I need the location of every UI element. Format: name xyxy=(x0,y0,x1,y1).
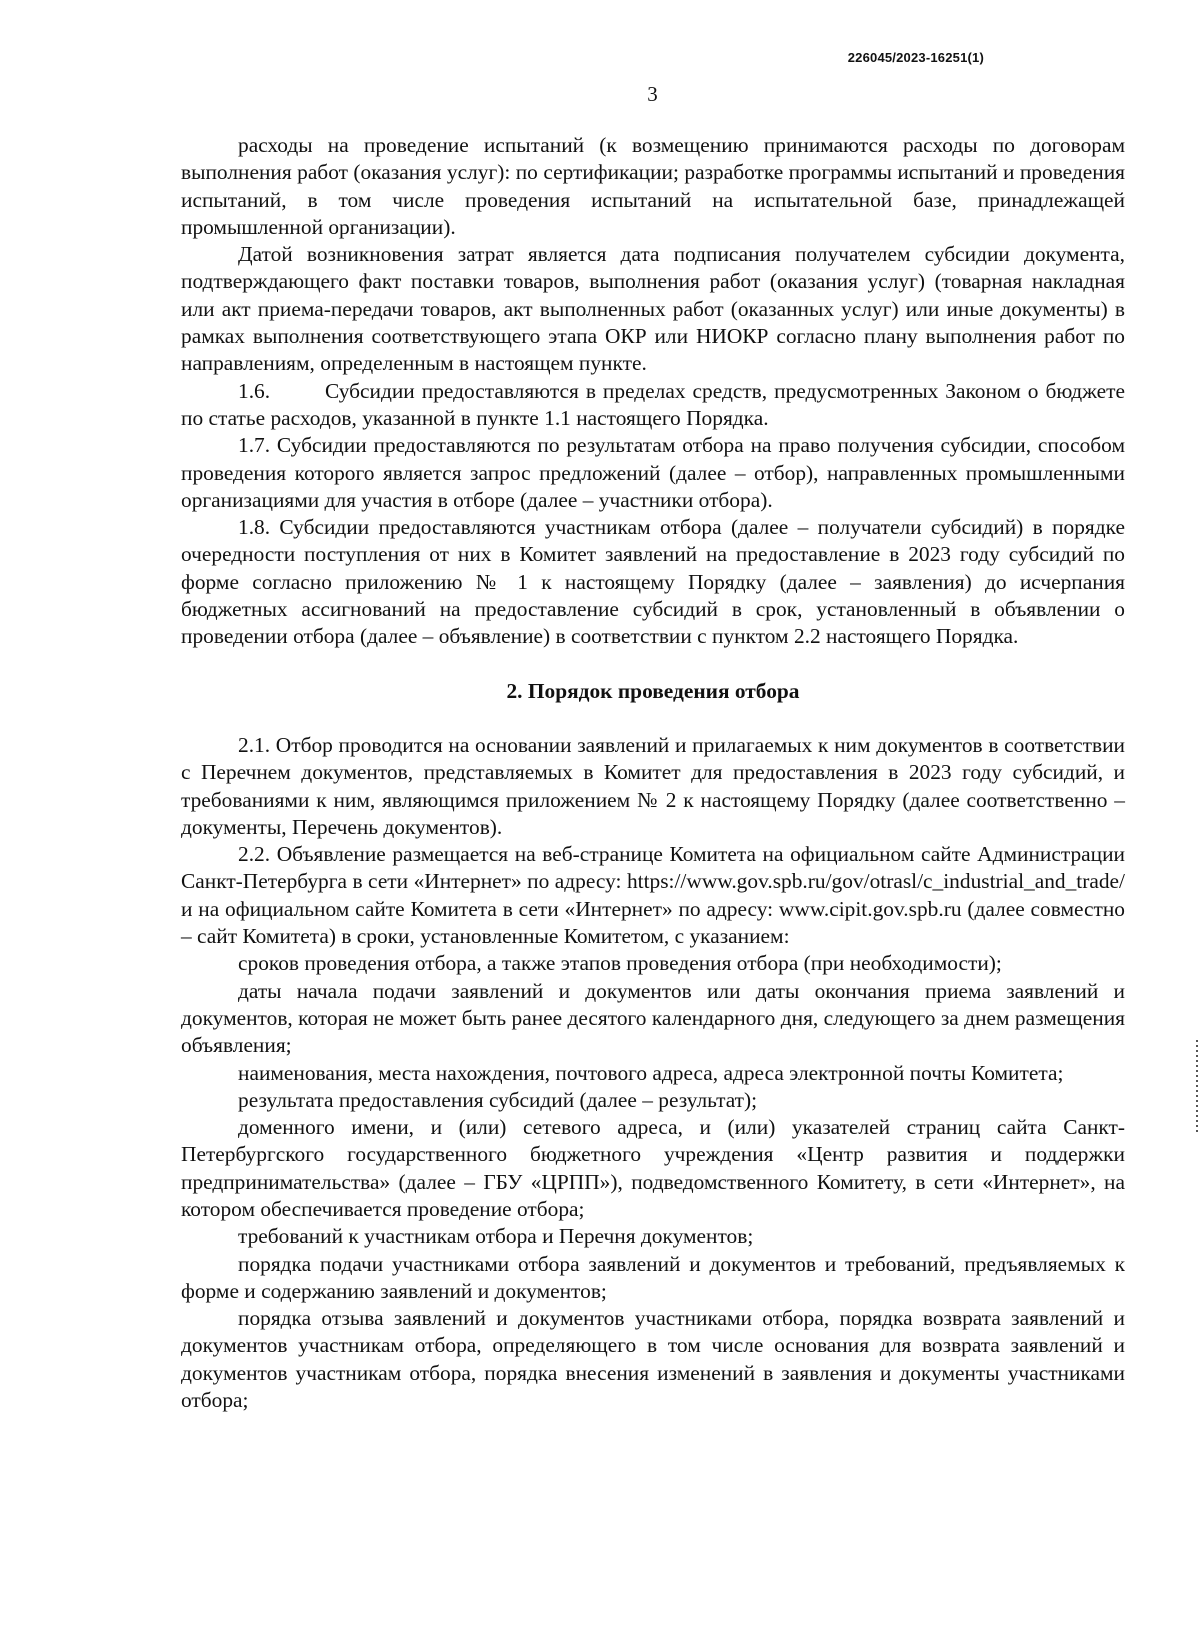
list-item: результата предоставления субсидий (далее – результат); xyxy=(238,1087,758,1112)
paragraph-item-1-8: 1.8. Субсидии предоставляются участникам отбора (далее – получатели субсидий) в порядке очередности поступления от них в Комитет заявлений на предоставление в 2023 году субсидий по форме согласно приложению № 1 к настоящему Порядку (далее – заявления) до исчерпания бюджетных ассигнований на предоставление субсидий в срок, установленный в объявлении о проведении отбора (далее – объявление) в соответствии с пунктом 2.2 настоящего Порядка. xyxy=(181,515,1125,649)
paragraph-item-1-7: 1.7. Субсидии предоставляются по результатам отбора на право получения субсидии, способом проведения которого является запрос предложений (далее – отбор), направленных промышленными организациями для участия в отборе (далее – участники отбора). xyxy=(181,433,1125,512)
section-heading: 2. Порядок проведения отбора xyxy=(506,678,800,703)
list-item: порядка отзыва заявлений и документов участниками отбора, порядка возврата заявлений и документов участникам отбора, определяющего в том числе основания для возврата заявлений и документов участникам отбора, порядка внесения изменений в заявления и документы участниками отбора; xyxy=(181,1306,1125,1413)
document-body xyxy=(181,132,1125,1414)
list-item: даты начала подачи заявлений и документов или даты окончания приема заявлений и документов, которая не может быть ранее десятого календарного дня, следующего за днем размещения объявления; xyxy=(181,978,1125,1058)
list-item: наименования, места нахождения, почтового адреса, адреса электронной почты Комитета; xyxy=(238,1060,1064,1085)
document-registration-number: 226045/2023-16251(1) xyxy=(847,50,984,65)
paragraph-item-1-6 xyxy=(181,378,1125,433)
list-item: порядка подачи участниками отбора заявлений и документов и требований, предъявляемых к форме и содержанию заявлений и документов; xyxy=(181,1251,1125,1303)
list-item: сроков проведения отбора, а также этапов проведения отбора (при необходимости); xyxy=(238,951,1002,976)
paragraph-item-2-2: 2.2. Объявление размещается на веб-странице Комитета на официальном сайте Администрации Санкт-Петербурга в сети «Интернет» по адресу: https://www.gov.spb.ru/gov/otrasl/c_industrial_and_trade/ и на официальном сайте Комитета в сети «Интернет» по адресу: www.cipit.gov.spb.ru (далее совместно – сайт Комитета) в сроки, установленные Комитетом, с указанием: xyxy=(181,842,1125,949)
paragraph-test-costs: расходы на проведение испытаний (к возмещению принимаются расходы по договорам выполнения работ (оказания услуг): по сертификации; разработке программы испытаний и проведения испытаний, в том числе проведения испытаний на испытательной базе, принадлежащей промышленной организации). xyxy=(181,133,1125,239)
list-item: доменного имени, и (или) сетевого адреса, и (или) указателей страниц сайта Санкт-Петербургского государственного бюджетного учреждения «Центр развития и поддержки предпринимательства» (далее – ГБУ «ЦРПП»), подведомственного Комитету, в сети «Интернет», на котором обеспечивается проведение отбора; xyxy=(181,1115,1125,1221)
page-number: 3 xyxy=(647,82,658,106)
paragraph-item-2-1: 2.1. Отбор проводится на основании заявлений и прилагаемых к ним документов в соответствии с Перечнем документов, представляемых в Комитет для предоставления в 2023 году субсидий, и требованиями к ним, являющимся приложением № 2 к настоящему Порядку (далее соответственно – документы, Перечень документов). xyxy=(181,732,1125,839)
paragraph-cost-date: Датой возникновения затрат является дата подписания получателем субсидии документа, подтверждающего факт поставки товаров, выполнения работ (оказания услуг) (товарная накладная или акт приема-передачи товаров, акт выполненных работ (оказанных услуг) или иные документы) в рамках выполнения соответствующего этапа ОКР или НИОКР согласно плану выполнения работ по направлениям, определенным в настоящем пункте. xyxy=(181,242,1125,376)
item-number: 1.6. xyxy=(238,378,271,403)
list-item: требований к участникам отбора и Перечня документов; xyxy=(238,1224,754,1249)
item-text: Субсидии предоставляются в пределах средств, предусмотренных Законом о бюджете по статье расходов, указанной в пункте 1.1 настоящего Порядка. xyxy=(181,378,1125,430)
scan-edge-mark xyxy=(1196,1040,1198,1135)
